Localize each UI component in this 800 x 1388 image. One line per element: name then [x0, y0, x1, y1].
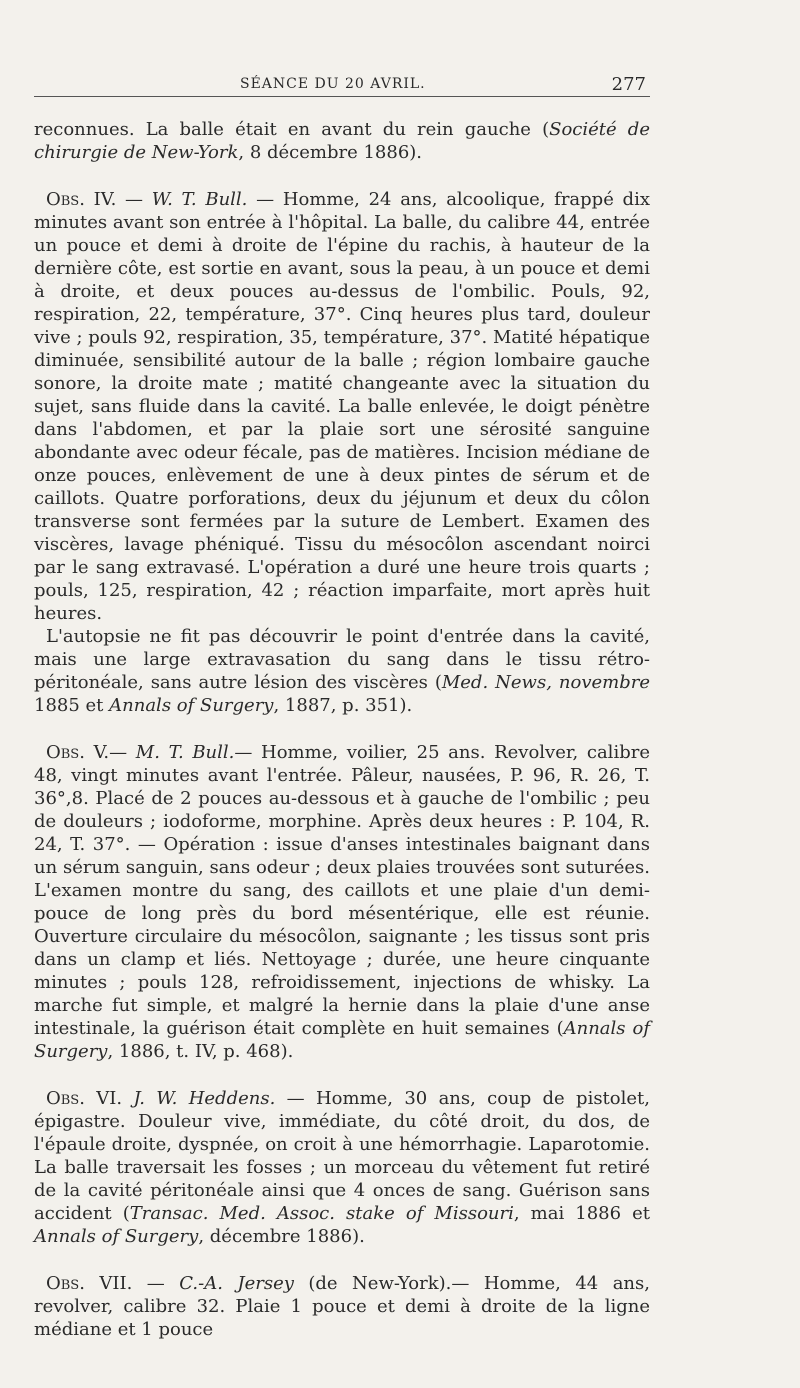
citation: Société de chirurgie de New-York	[34, 119, 650, 163]
obs-author: W. T. Bull.	[151, 189, 248, 210]
header-title: SÉANCE DU 20 AVRIL.	[240, 76, 426, 92]
obs-author: J. W. Heddens.	[133, 1088, 276, 1109]
body-text	[34, 118, 650, 1341]
observation-vii: Obs. VII. — C.-A. Jersey (de New-York).— Homme, 44 ans, revolver, calibre 32. Plaie 1 pouce et demi à droite de la ligne médiane et 1 pouce	[34, 1273, 650, 1340]
observation-v: Obs. V.— M. T. Bull.— Homme, voilier, 25 ans. Revolver, calibre 48, vingt minutes avant l'entrée. Pâleur, nausées, P. 96, R. 26, T. 36°,8. Placé de 2 pouces au-dessous et à gauche de l'ombilic ; peu de douleurs ; iodoforme, morphine. Après deux heures : P. 104, R. 24, T. 37°. — Opération : issue d'anses intestinales baignant dans un sérum sanguin, sans odeur ; deux plaies trouvées sont suturées. L'examen montre du sang, des caillots et une plaie d'un demi-pouce de long près du bord mésentérique, elle est réunie. Ouverture circulaire du mésocôlon, saignante ; les tissus sont pris dans un clamp et liés. Nettoyage ; durée, une heure cinquante minutes ; pouls 128, refroidissement, injections de whisky. La marche fut simple, et malgré la hernie dans la plaie d'une anse intestinale, la guérison était complète en huit semaines (Annals of Surgery, 1886, t. IV, p. 468).	[34, 742, 650, 1062]
running-header	[34, 74, 650, 97]
obs-author: M. T. Bull.	[135, 742, 235, 763]
obs-author: C.-A. Jersey	[179, 1273, 294, 1294]
observation-iv: Obs. IV. — W. T. Bull. — Homme, 24 ans, alcoolique, frappé dix minutes avant son entrée à l'hôpital. La balle, du calibre 44, entrée un pouce et demi à droite de l'épine du rachis, à hauteur de la dernière côte, est sortie en avant, sous la peau, à un pouce et demi à droite, et deux pouces au-dessus de l'ombilic. Pouls, 92, respiration, 22, température, 37°. Cinq heures plus tard, douleur vive ; pouls 92, respiration, 35, température, 37°. Matité hépatique diminuée, sensibilité autour de la balle ; région lombaire gauche sonore, la droite mate ; matité changeante avec la situation du sujet, sans fluide dans la cavité. La balle enlevée, le doigt pénètre dans l'abdomen, et par la plaie sort une sérosité sanguine abondante avec odeur fécale, pas de matières. Incision médiane de onze pouces, enlèvement de une à deux pintes de sérum et de caillots. Quatre porforations, deux du jéjunum et deux du côlon transverse sont fermées par la suture de Lembert. Examen des viscères, lavage phéniqué. Tissu du mésocôlon ascendant noirci par le sang extravasé. L'opération a duré une heure trois quarts ; pouls, 125, respiration, 42 ; réaction imparfaite, mort après huit heures.	[34, 189, 650, 624]
obs-label: Obs. VII. —	[46, 1273, 180, 1294]
citation: Annals of Surgery	[109, 695, 274, 716]
obs-label: Obs. IV. —	[46, 189, 152, 210]
autopsy-paragraph: L'autopsie ne fit pas découvrir le point d'entrée dans la cavité, mais une large extravasation du sang dans le tissu rétro-péritonéale, sans autre lésion des viscères (Med. News, novembre 1885 et Annals of Surgery, 1887, p. 351).	[34, 626, 650, 716]
obs-label: Obs. VI.	[46, 1088, 134, 1109]
obs-label: Obs. V.—	[46, 742, 136, 763]
citation: Transac. Med. Assoc. stake of Missouri	[129, 1203, 514, 1224]
citation: Annals of Surgery	[34, 1226, 199, 1247]
page-number: 277	[611, 74, 646, 95]
observation-vi: Obs. VI. J. W. Heddens. — Homme, 30 ans, coup de pistolet, épigastre. Douleur vive, immédiate, du côté droit, du dos, de l'épaule droite, dyspnée, on croit à une hémorrhagie. Laparotomie. La balle traversait les fosses ; un morceau du vêtement fut retiré de la cavité péritonéale ainsi que 4 onces de sang. Guérison sans accident (Transac. Med. Assoc. stake of Missouri, mai 1886 et Annals of Surgery, décembre 1886).	[34, 1088, 651, 1247]
paragraph-continuation: reconnues. La balle était en avant du rein gauche (Société de chirurgie de New-York, 8 décembre 1886).	[34, 119, 650, 163]
citation: Annals of Surgery	[34, 1018, 650, 1062]
citation: Med. News, novembre	[441, 672, 650, 693]
